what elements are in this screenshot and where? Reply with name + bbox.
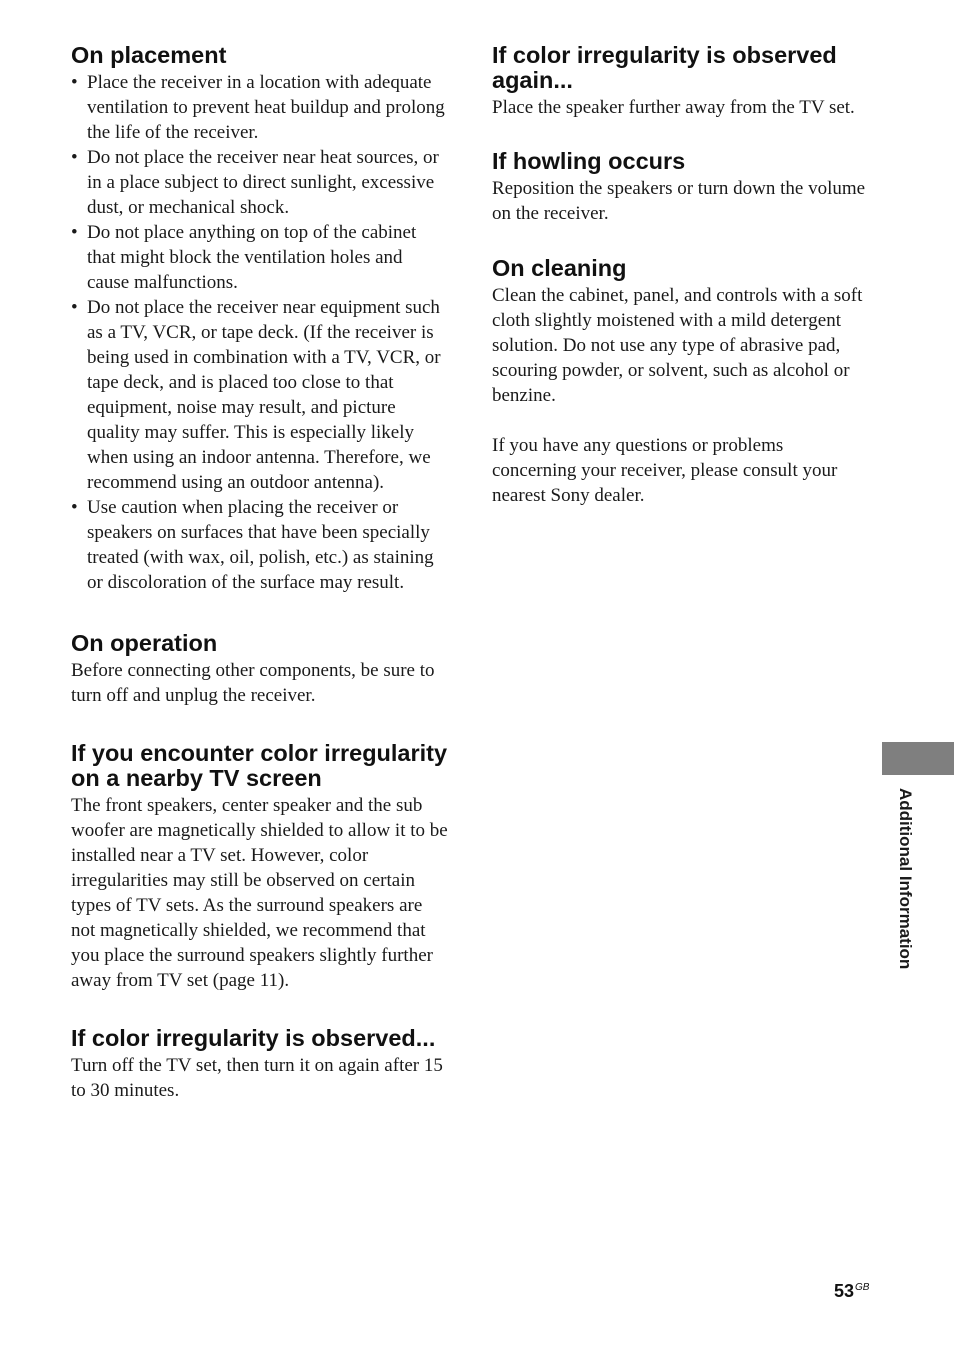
color-irregularity-heading: If you encounter color irregularity on a nearby TV screen [71,740,448,791]
placement-heading: On placement [71,42,227,68]
observed-again-heading: If color irregularity is observed again... [492,42,837,93]
right-column [492,43,872,538]
bullet-icon: • [71,147,78,168]
list-item [71,295,449,495]
observed-body: Turn off the TV set, then turn it on again after 15 to 30 minutes. [71,1055,443,1101]
side-section-label: Additional Information [896,788,915,970]
list-item [71,220,449,295]
operation-body: Before connecting other components, be sure to turn off and unplug the receiver. [71,660,435,706]
section-operation [71,631,449,708]
list-item [71,145,449,220]
bullet-text: Do not place anything on top of the cabinet that might block the ventilation holes and cause malfunctions. [87,222,417,293]
placement-bullet-list [71,70,449,595]
operation-heading: On operation [71,630,218,656]
cleaning-body: Clean the cabinet, panel, and controls with a soft cloth slightly moistened with a mild detergent solution. Do not use any type of abrasive pad, scouring powder, or solvent, such as alcohol or benzine. [492,285,863,406]
section-tab-marker [882,742,954,775]
page-region-code: GB [855,1282,870,1293]
howling-body: Reposition the speakers or turn down the volume on the receiver. [492,178,866,224]
dealer-note: If you have any questions or problems concerning your receiver, please consult your nearest Sony dealer. [492,435,838,506]
section-howling [492,149,872,226]
list-item [71,70,449,145]
list-item [71,495,449,595]
color-irregularity-body: The front speakers, center speaker and the sub woofer are magnetically shielded to allow it to be installed near a TV set. However, color irregularities may still be observed on certain types of TV sets. As the surround speakers are not magnetically shielded, we recommend that you place the surround speakers slightly further away from TV set (page 11). [71,795,448,991]
bullet-text: Do not place the receiver near heat sources, or in a place subject to direct sunlight, excessive dust, or mechanical shock. [87,147,439,218]
bullet-icon: • [71,222,78,243]
observed-again-body: Place the speaker further away from the TV set. [492,97,855,118]
bullet-text: Place the receiver in a location with adequate ventilation to prevent heat buildup and prolong the life of the receiver. [87,72,445,143]
observed-heading: If color irregularity is observed... [71,1025,436,1051]
bullet-icon: • [71,72,78,93]
page-number-value: 53 [834,1281,855,1301]
bullet-text: Do not place the receiver near equipment such as a TV, VCR, or tape deck. (If the receiver is being used in combination with a TV, VCR, or tape deck, and is placed too close to that equipment, noise may result, and picture quality may suffer. This is especially likely when using an indoor antenna. Therefore, we recommend using an outdoor antenna). [87,297,441,493]
bullet-icon: • [71,497,78,518]
left-column [71,43,449,1133]
bullet-icon: • [71,297,78,318]
section-cleaning [492,256,872,508]
section-observed-again [492,43,872,120]
cleaning-heading: On cleaning [492,255,627,281]
howling-heading: If howling occurs [492,148,686,174]
section-color-irregularity [71,741,449,993]
section-observed [71,1026,449,1103]
page-number [834,1281,869,1302]
bullet-text: Use caution when placing the receiver or speakers on surfaces that have been specially treated (with wax, oil, polish, etc.) as staining or discoloration of the surface may result. [87,497,434,593]
section-placement [71,43,449,595]
